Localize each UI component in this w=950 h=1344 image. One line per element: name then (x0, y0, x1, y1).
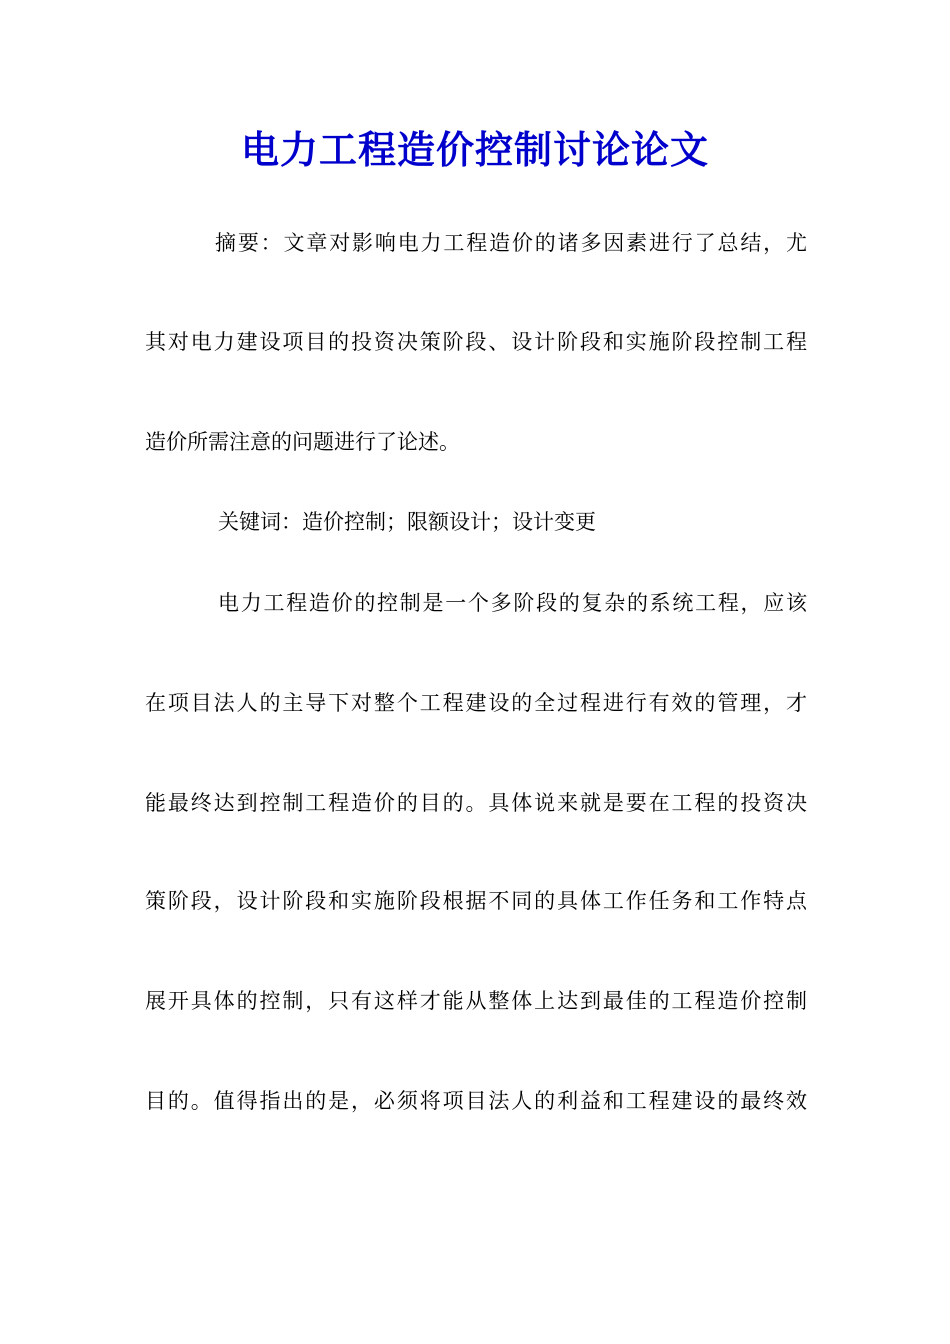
document-title: 电力工程造价控制讨论论文 (240, 127, 709, 172)
body-line-6: 目的。值得指出的是，必须将项目法人的利益和工程建设的最终效 (145, 1089, 807, 1113)
body-line-5: 展开具体的控制，只有这样才能从整体上达到最佳的工程造价控制 (145, 989, 807, 1013)
abstract-line-3: 造价所需注意的问题进行了论述。 (145, 430, 460, 454)
abstract-line-1: 摘要：文章对影响电力工程造价的诸多因素进行了总结，尤 (215, 231, 807, 255)
abstract-line-2: 其对电力建设项目的投资决策阶段、设计阶段和实施阶段控制工程 (145, 330, 807, 354)
body-line-3: 能最终达到控制工程造价的目的。具体说来就是要在工程的投资决 (145, 791, 807, 815)
body-line-4: 策阶段，设计阶段和实施阶段根据不同的具体工作任务和工作特点 (145, 889, 807, 913)
body-line-1: 电力工程造价的控制是一个多阶段的复杂的系统工程，应该 (218, 591, 807, 615)
keywords-line: 关键词：造价控制；限额设计；设计变更 (218, 510, 596, 534)
body-line-2: 在项目法人的主导下对整个工程建设的全过程进行有效的管理，才 (145, 691, 807, 715)
